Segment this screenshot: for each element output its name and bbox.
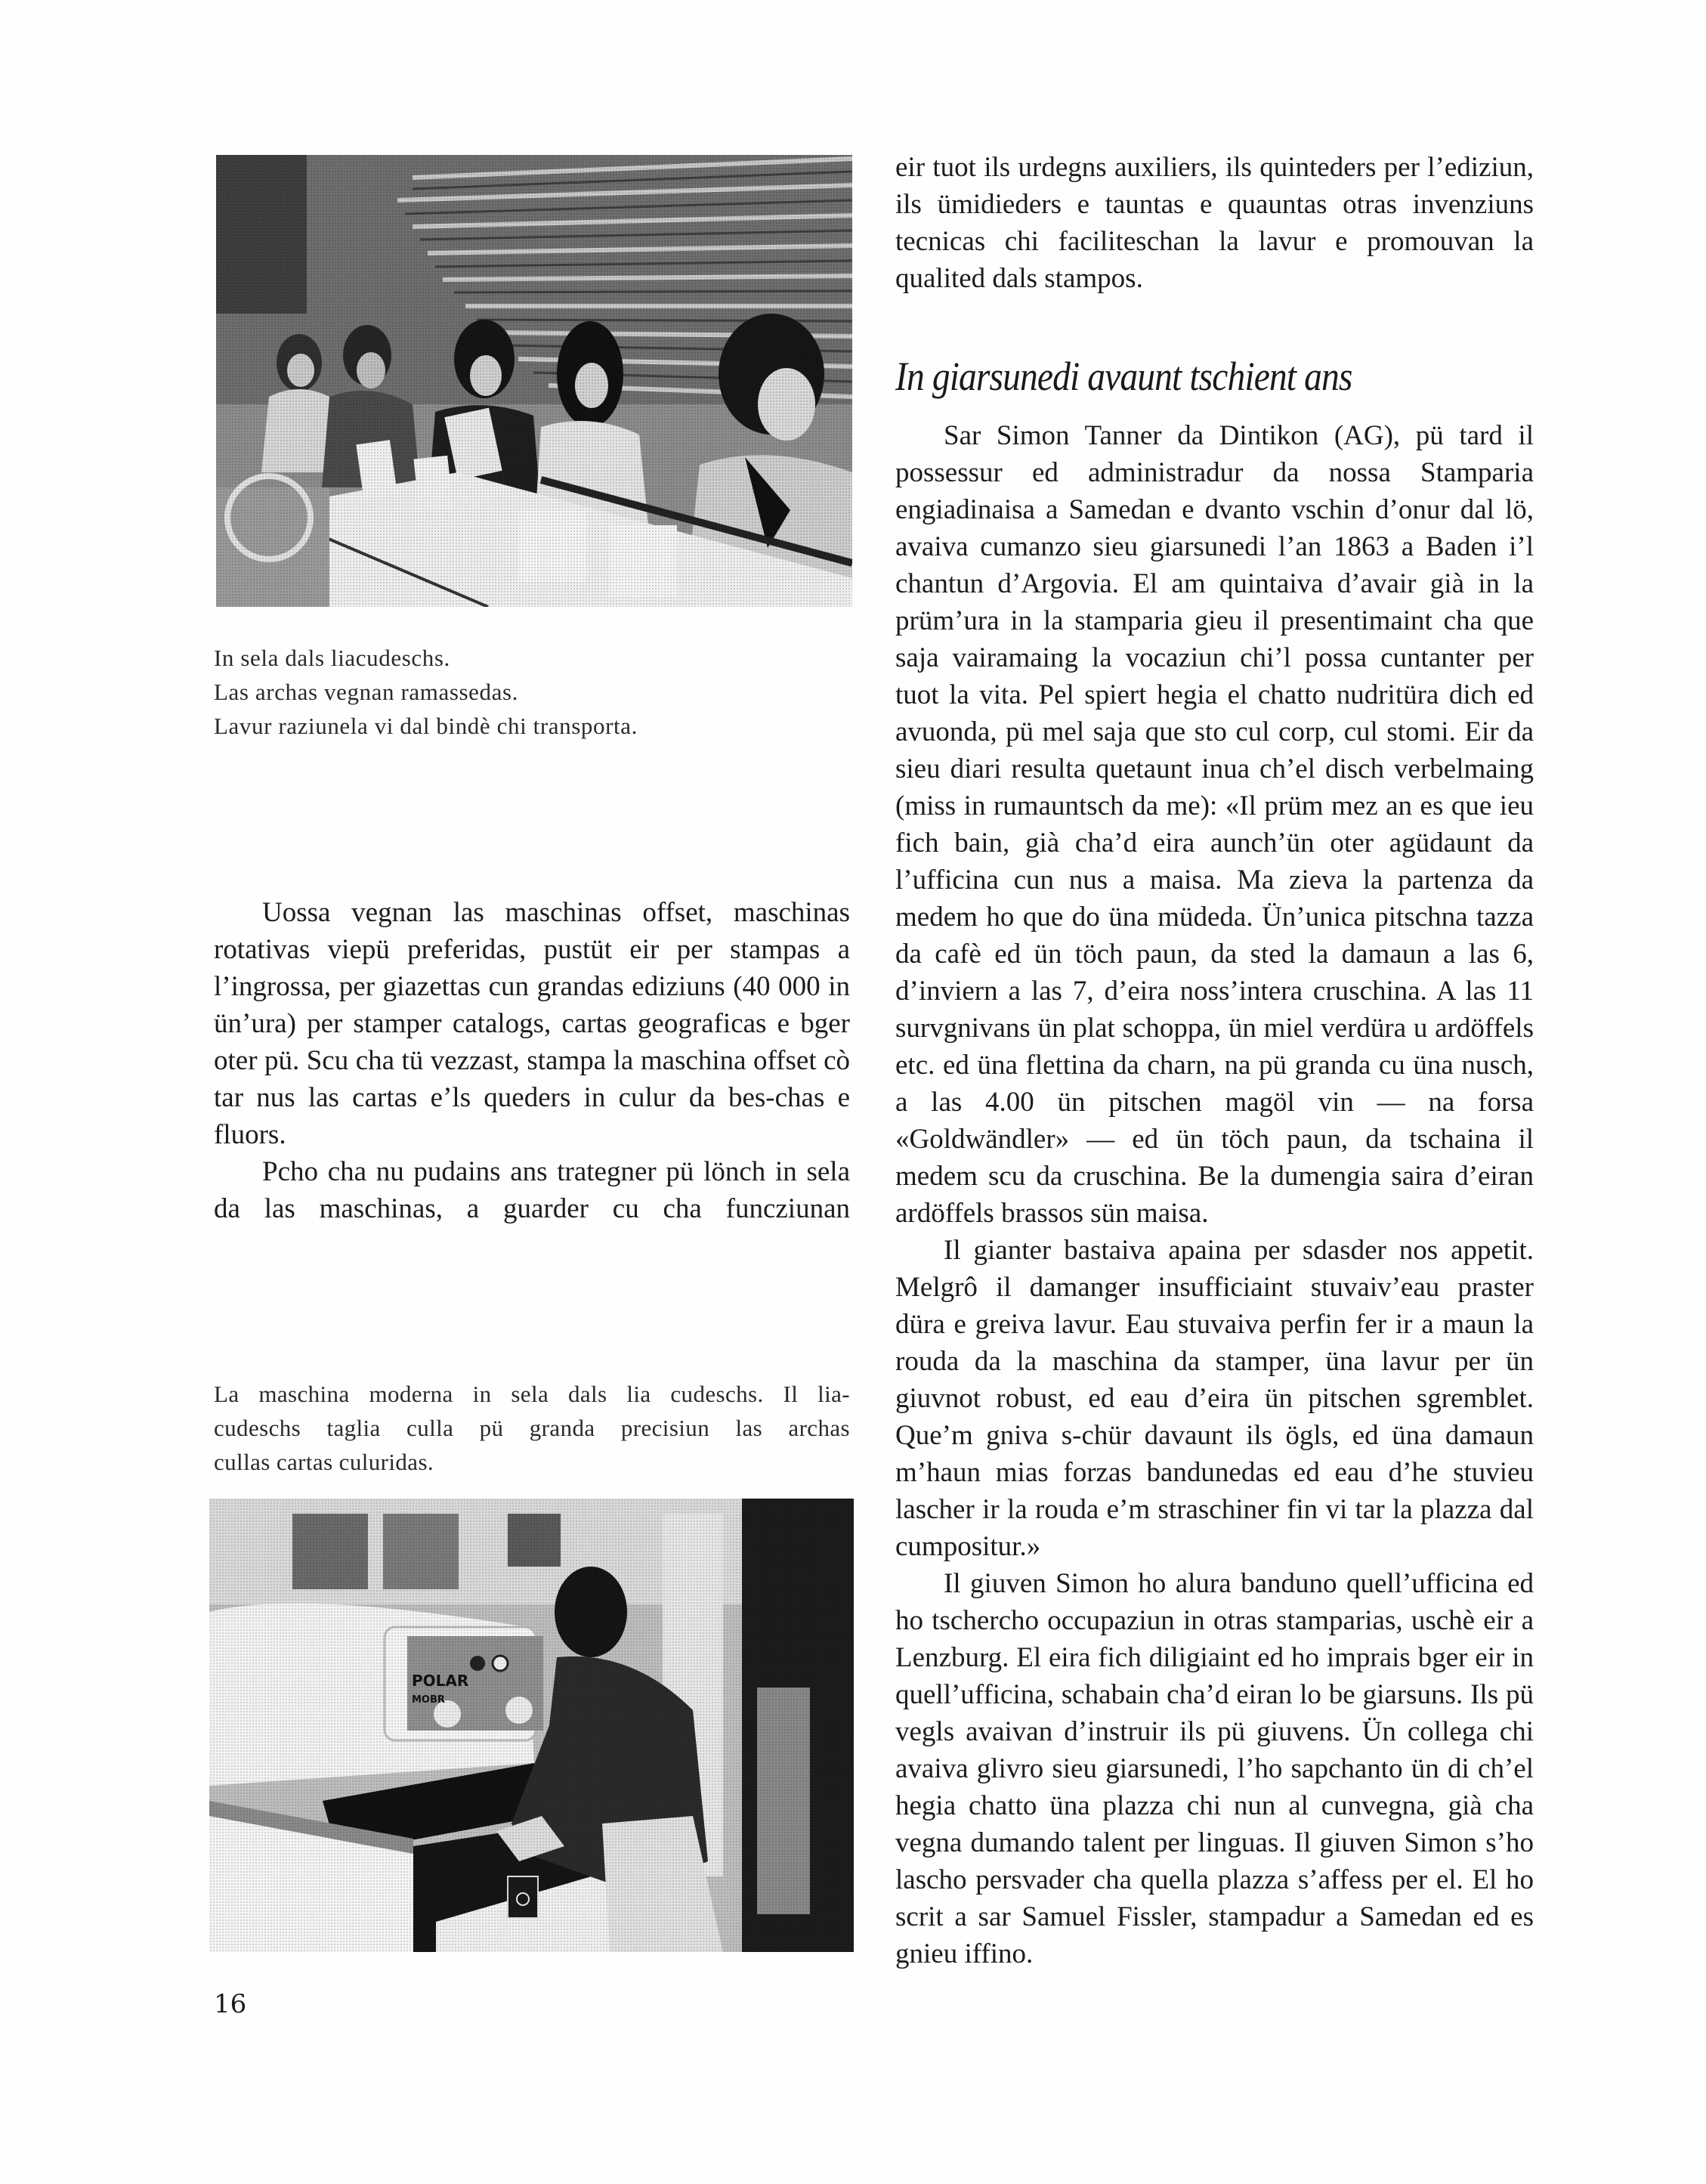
paragraph: Il gianter bastaiva apaina per sdasder nos appetit. Melgrô il damanger insufficiaint stuvaiv’eau praster düra e greiva lavur. Eau stuvaiva perfin fer ir a maun la rouda da la maschina da stamper, üna lavur per ün giuvnot robust, ed eau d’eira ün pitschen sgremblet. Que’m gniva s-chür davaunt ils ögls, ed üna damaun m’haun mias forzas bandunedas ed eau d’he stuvieu lascher ir la rouda e’m straschiner fin vi tar la plazza dal cumpositur.»	[895, 1235, 1534, 1562]
cutting-machine-photo	[209, 1499, 854, 1952]
left-column-text	[214, 894, 850, 1227]
caption-line: Lavur raziunela vi dal bindè chi transporta.	[214, 713, 638, 739]
caption-line: Las archas vegnan ramassedas.	[214, 679, 519, 705]
caption-line: In sela dals liacudeschs.	[214, 645, 450, 671]
paragraph: Pcho cha nu pudains ans trategner pü lönch in sela da las maschinas, a guarder cu cha funcziunan	[214, 1156, 850, 1224]
section-heading: In giarsunedi avaunt tschient ans	[895, 354, 1352, 399]
paragraph: Sar Simon Tanner da Dintikon (AG), pü tard il possessur ed administradur da nossa Stamparia engiadinaisa a Samedan e dvanto vschin d’onur dal lö, avaiva cumanzo sieu giarsunedi l’an 1863 a Baden i’l chantun d’Argovia. El am quintaiva d’avair già in la prüm’ura in la stamparia gieu il presentimaint cha que saja vairamaing la vocaziun chi’l possa cuntanter per tuot la vita. Pel spiert hegia el chatto nudritüra dich ed avuonda, pü mel saja que sto cul corp, cul stomi. Eir da sieu diari resulta quetaunt inua ch’el disch verbelmaing (miss in rumauntsch da me): «Il prüm mez an es que ieu fich bain, già cha’d eira aunch’ün oter agüdaunt da l’ufficina cun nus a maisa. Ma zieva la partenza da medem ho que do üna müdeda. Ün’unica pitschna tazza da cafè ed ün töch paun, da sted la damaun a las 6, d’inviern a las 7, d’eira noss’intera cruschina. A las 11 survgnivans ün plat schoppa, ün miel verdüra u ardöffels etc. ed üna flettina da charn, na pü granda cu üna nusch, a las 4.00 ün pitschen magöl vin — na forsa «Goldwändler» — ed ün töch paun, da tschaina il medem scu da cruschina. Be la dumengia saira d’eiran ardöffels brassos sün maisa.	[895, 420, 1534, 1229]
page-number: 16	[214, 1989, 247, 2019]
right-column-text	[895, 417, 1534, 1972]
paragraph: Il giuven Simon ho alura banduno quell’ufficina ed ho tschercho occupaziun in otras stamparias, uschè eir a Lenzburg. El eira fich diligiaint ed ho imprais bger eir in quell’ufficina, schabain cha’d eiran lo be giarsuns. Ils pü vegls avaivan d’instruir ils pü giuvens. Ün collega chi avaiva glivro sieu giarsunedi, l’ho sapchanto ün di ch’el hegia chatto üna plazza chi nun al cunvegna, già cha vegna dumando talent per linguas. Il giuven Simon s’ho lascho persvader cha quella plazza s’affess per el. El ho scrit a sar Samuel Fissler, stampadur a Samedan ed es gnieu iffino.	[895, 1568, 1534, 1969]
bindery-workers-photo	[216, 155, 852, 607]
paragraph: eir tuot ils urdegns auxiliers, ils quinteders per l’ediziun, ils ümidieders e tauntas e quauntas otras invenziuns tecnicas chi faciliteschan la lavur e promouvan la qualited dals stampos.	[895, 152, 1534, 294]
photo-caption-bindery	[214, 641, 850, 743]
machine-brand-label: POLAR	[412, 1672, 469, 1690]
caption-line: La maschina moderna in sela dals lia cudeschs. Il lia-	[214, 1381, 850, 1407]
paragraph: Uossa vegnan las maschinas offset, maschinas rotativas viepü preferidas, pustüt eir per stampas a l’ingrossa, per giazettas cun grandas ediziuns (40 000 in ün’ura) per stamper catalogs, cartas geograficas e bger oter pü. Scu cha tü vezzast, stampa la maschina offset cò tar nus las cartas e’ls queders in culur da bes-chas e fluors.	[214, 897, 850, 1150]
caption-line: cudeschs taglia culla pü granda precisiun las archas	[214, 1415, 850, 1441]
caption-line: cullas cartas culuridas.	[214, 1449, 434, 1475]
machine-model-label: MOBR	[412, 1694, 445, 1706]
right-column-continuation	[895, 149, 1534, 297]
photo-caption-cutting-machine	[214, 1377, 850, 1479]
